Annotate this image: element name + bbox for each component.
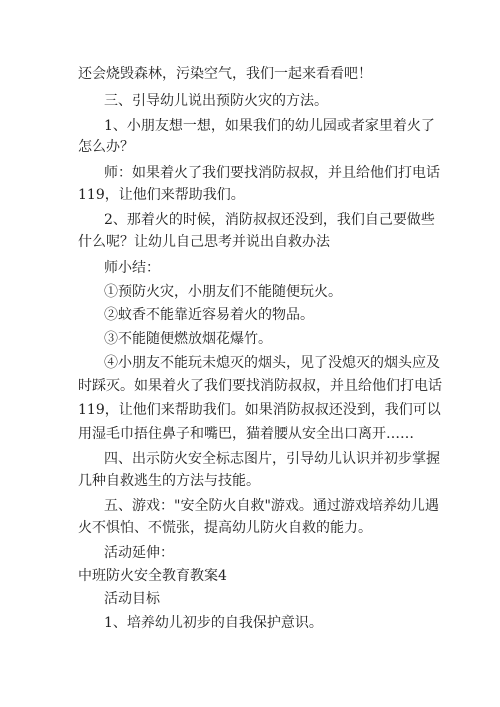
list-item: ④小朋友不能玩未熄灭的烟头，见了没熄灭的烟头应及 bbox=[104, 355, 440, 371]
section-heading: 四、出示防火安全标志图片，引导幼儿认识并初步掌握 bbox=[104, 451, 440, 467]
text-line: 活动目标 bbox=[104, 591, 160, 607]
text-line: 怎么办？ bbox=[78, 139, 134, 155]
section-heading: 五、游戏："安全防火自救"游戏。通过游戏培养幼儿遇 bbox=[104, 498, 439, 514]
list-item: ②蚊香不能靠近容易着火的物品。 bbox=[104, 307, 314, 323]
text-line: 1、培养幼儿初步的自我保护意识。 bbox=[104, 615, 323, 631]
text-line: 还会烧毁森林，污染空气，我们一起来看看吧！ bbox=[78, 66, 372, 82]
text-line: 119，让他们来帮助我们。如果消防叔叔还没到，我们可以 bbox=[78, 402, 441, 418]
list-item: ①预防火灾，小朋友们不能随便玩火。 bbox=[104, 284, 342, 300]
text-line: 活动延伸： bbox=[104, 545, 174, 561]
text-line: 2、那着火的时候，消防叔叔还没到，我们自己要做些 bbox=[104, 212, 435, 228]
text-line: 师：如果着火了我们要找消防叔叔，并且给他们打电话 bbox=[104, 165, 440, 181]
text-line: 火不惧怕、不慌张，提高幼儿防火自救的能力。 bbox=[78, 520, 372, 536]
text-line: 时踩灭。如果着火了我们要找消防叔叔，并且给他们打电话 bbox=[78, 378, 442, 394]
text-line: 119，让他们来帮助我们。 bbox=[78, 187, 245, 203]
text-line: 1、小朋友想一想，如果我们的幼儿园或者家里着火了 bbox=[104, 118, 435, 134]
text-line: 几种自救逃生的方法与技能。 bbox=[78, 473, 260, 489]
list-item: ③不能随便燃放烟花爆竹。 bbox=[104, 331, 272, 347]
text-line: 师小结： bbox=[104, 260, 160, 276]
document-title: 中班防火安全教育教案4 bbox=[78, 568, 227, 584]
section-heading: 三、引导幼儿说出预防火灾的方法。 bbox=[104, 93, 328, 109]
text-line: 什么呢？让幼儿自己思考并说出自救办法 bbox=[78, 234, 330, 250]
text-line: 用湿毛巾捂住鼻子和嘴巴，猫着腰从安全出口离开…… bbox=[78, 426, 414, 442]
